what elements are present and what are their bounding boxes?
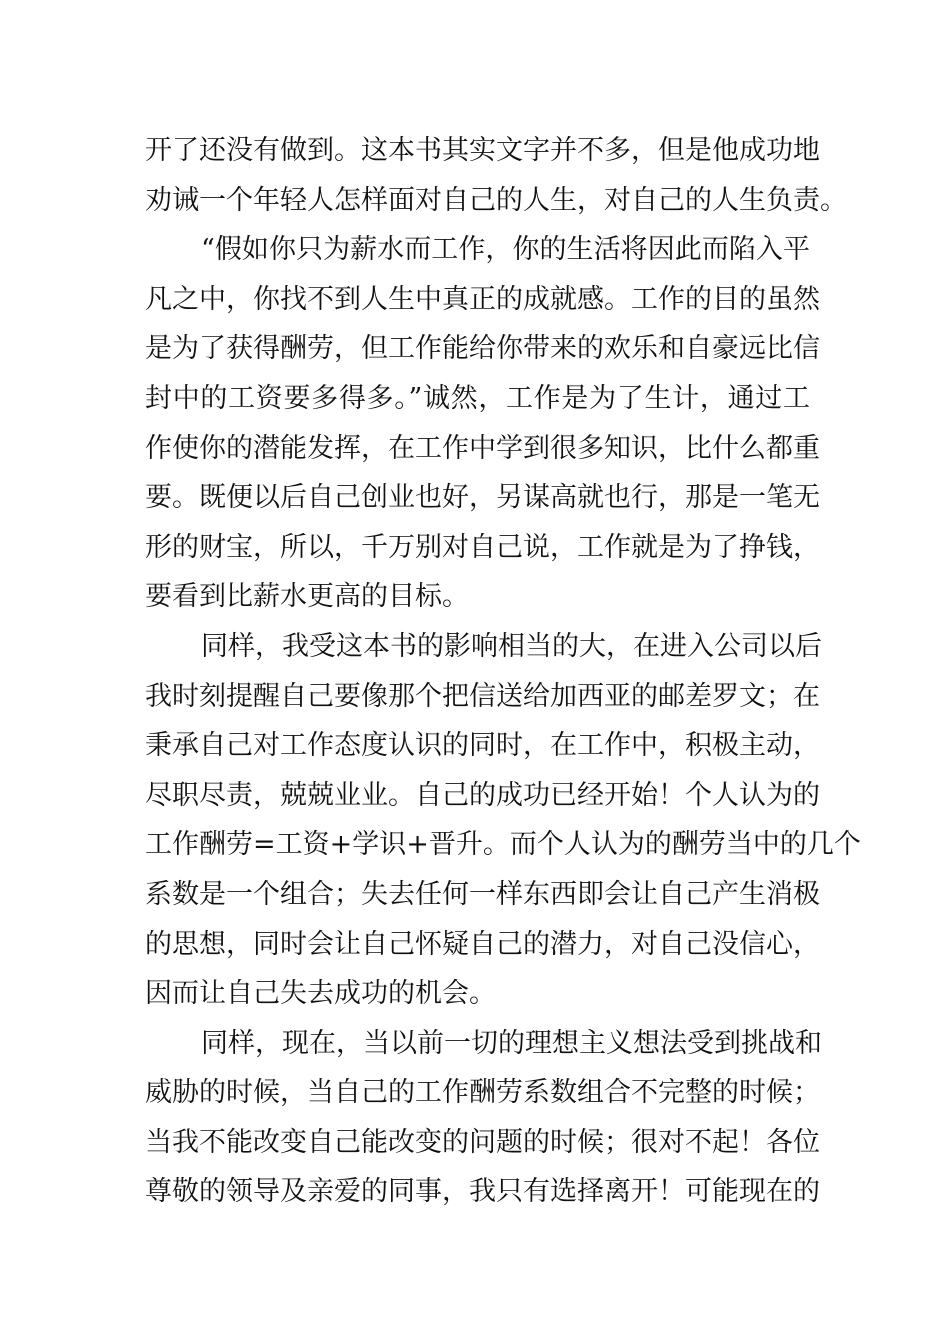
text-line: 秉承自己对工作态度认识的同时，在工作中，积极主动， <box>145 730 820 762</box>
text-line: 的思想，同时会让自己怀疑自己的潜力，对自己没信心， <box>145 928 820 960</box>
text-line: 劝诫一个年轻人怎样面对自己的人生，对自己的人生负责。 <box>145 184 847 216</box>
text-line: 开了还没有做到。这本书其实文字并不多，但是他成功地 <box>145 135 820 166</box>
text-line: 我时刻提醒自己要像那个把信送给加西亚的邮差罗文；在 <box>145 680 820 712</box>
text-line: 形的财宝，所以，千万别对自己说，工作就是为了挣钱， <box>145 531 820 563</box>
paragraph-first-line: “假如你只为薪水而工作，你的生活将因此而陷入平 <box>201 234 810 266</box>
text-line: 系数是一个组合；失去任何一样东西即会让自己产生消极 <box>145 878 820 910</box>
text-line: 当我不能改变自己能改变的问题的时候；很对不起！各位 <box>145 1126 820 1158</box>
text-line: 威胁的时候，当自己的工作酬劳系数组合不完整的时候； <box>145 1077 820 1109</box>
document-body <box>145 126 861 1217</box>
text-line: 尽职尽责，兢兢业业。自己的成功已经开始！个人认为的 <box>145 779 820 811</box>
paragraph-last-line: 要看到比薪水更高的目标。 <box>145 581 469 613</box>
paragraph-first-line: 同样，我受这本书的影响相当的大，在进入公司以后 <box>201 630 822 662</box>
text-line: 凡之中，你找不到人生中真正的成就感。工作的目的虽然 <box>145 283 820 315</box>
paragraph-first-line: 同样，现在，当以前一切的理想主义想法受到挑战和 <box>201 1027 822 1059</box>
text-line: 尊敬的领导及亲爱的同事，我只有选择离开！可能现在的 <box>145 1176 820 1208</box>
text-line: 要。既便以后自己创业也好，另谋高就也行，那是一笔无 <box>145 482 820 514</box>
paragraph-last-line: 因而让自己失去成功的机会。 <box>145 978 496 1010</box>
text-line: 作使你的潜能发挥，在工作中学到很多知识，比什么都重 <box>145 432 820 464</box>
text-line: 工作酬劳=工资+学识+晋升。而个人认为的酬劳当中的几个 <box>145 829 861 861</box>
text-line: 封中的工资要多得多。”诚然，工作是为了生计，通过工 <box>145 382 810 414</box>
text-line: 是为了获得酬劳，但工作能给你带来的欢乐和自豪远比信 <box>145 333 820 365</box>
